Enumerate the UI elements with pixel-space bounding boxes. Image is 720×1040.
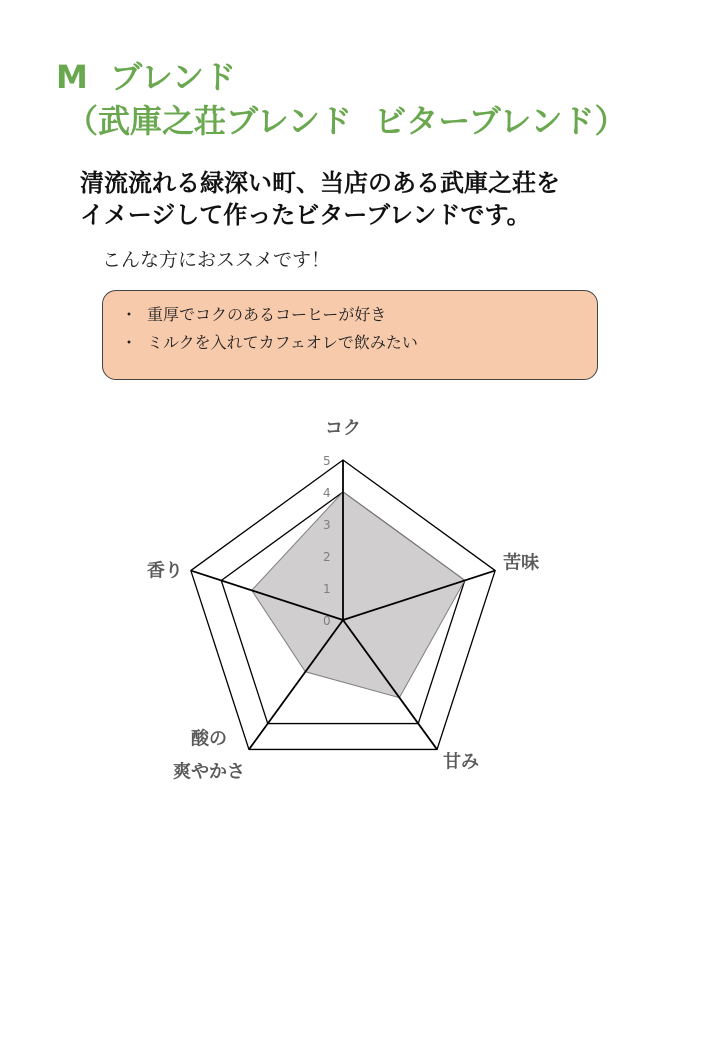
radar-chart	[0, 400, 720, 800]
radar-category-label	[443, 750, 479, 772]
recommend-item	[121, 301, 597, 329]
radar-category-label	[503, 552, 539, 574]
recommend-item	[121, 329, 597, 357]
bullet: ・	[121, 305, 138, 324]
radar-tick-label: 1	[323, 582, 331, 596]
radar-category-label-line: 酸の	[190, 728, 227, 750]
radar-category-label-line: コク	[325, 418, 361, 439]
radar-tick-label: 0	[323, 614, 331, 628]
radar-tick-label: 2	[323, 550, 331, 564]
radar-category-label	[325, 418, 361, 439]
radar-tick-label: 5	[323, 454, 331, 468]
radar-category-label	[147, 560, 183, 582]
recommend-box	[102, 290, 598, 380]
page-title-line1: M ブレンド	[56, 58, 237, 96]
page-title-line2: （武庫之荘ブレンド ビターブレンド）	[66, 102, 627, 140]
radar-series-area	[252, 492, 465, 698]
recommend-item-text: 重厚でコクのあるコーヒーが好き	[147, 305, 387, 324]
radar-category-label	[173, 727, 245, 782]
radar-tick-label: 4	[323, 486, 331, 500]
bullet: ・	[121, 333, 138, 352]
radar-category-label-line: 香り	[146, 560, 183, 582]
recommend-heading: こんな方におススメです！	[102, 249, 331, 271]
radar-category-label-line: 甘み	[443, 751, 480, 773]
description-line1: 清流流れる緑深い町、当店のある武庫之荘を	[80, 169, 560, 197]
description-line2: イメージして作ったビターブレンドです。	[80, 201, 531, 229]
radar-category-label-line: 爽やかさ	[172, 761, 245, 783]
recommend-list	[121, 301, 597, 357]
radar-category-label-line: 苦味	[503, 552, 540, 574]
recommend-item-text: ミルクを入れてカフェオレで飲みたい	[147, 333, 418, 352]
radar-tick-label: 3	[323, 518, 331, 532]
